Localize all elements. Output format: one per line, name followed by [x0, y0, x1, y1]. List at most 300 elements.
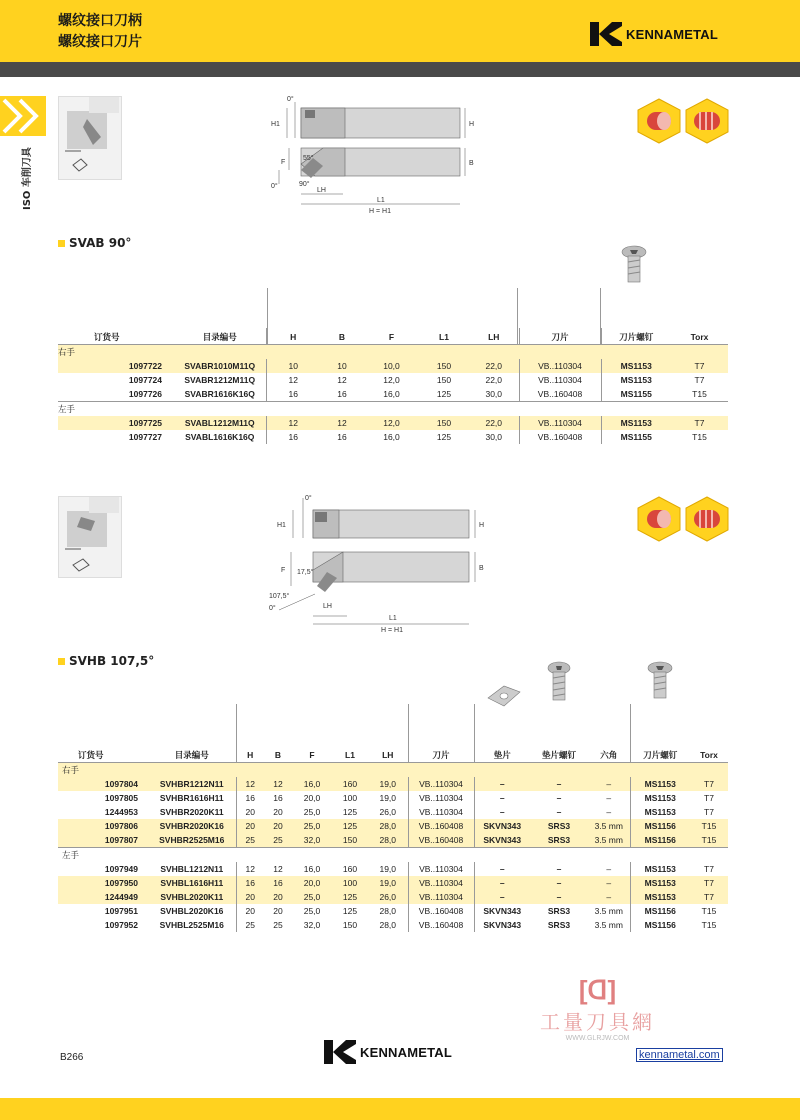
- catalog-no: SVHBR2020K16: [148, 819, 236, 833]
- cell-insert-screw: MS1156: [630, 904, 690, 918]
- drawing1-b-label: B: [469, 160, 474, 167]
- cell-insert-screw: MS1153: [601, 416, 671, 430]
- cell-lh: 28,0: [379, 920, 397, 930]
- cell-h: 25: [236, 918, 264, 932]
- cell-insert: VB..160408: [408, 918, 474, 932]
- row-indent: [58, 805, 78, 819]
- cell-l1: 125: [342, 906, 358, 916]
- drawing2-h-label: H: [479, 522, 485, 529]
- cell-l1: 150: [436, 375, 452, 385]
- cell-torx: T7: [671, 416, 728, 430]
- drawing1-lh-label: LH: [317, 187, 326, 194]
- cell-torx: T7: [690, 876, 728, 890]
- cell-insert-screw: MS1156: [630, 918, 690, 932]
- material-steel-icon: [636, 98, 682, 144]
- svhb-left-rows: [58, 862, 728, 932]
- table-row: [58, 791, 728, 805]
- order-no: 1097805: [104, 793, 138, 803]
- cell-shim: –: [474, 862, 530, 876]
- cell-hex: –: [606, 793, 612, 803]
- kennametal-k-icon: [324, 1040, 356, 1064]
- row-indent: [58, 918, 78, 932]
- kennametal-k-icon: [590, 22, 622, 46]
- cell-shim: –: [474, 791, 530, 805]
- cell-shim-screw: SRS3: [547, 920, 571, 930]
- cell-b: 12: [264, 777, 292, 791]
- cell-hex: –: [606, 864, 612, 874]
- cell-hex: 3.5 mm: [588, 819, 630, 833]
- cell-hex: 3.5 mm: [594, 920, 623, 930]
- catalog-no: SVHBL2525M16: [159, 920, 224, 930]
- drawing2-angle-0: 0°: [269, 605, 276, 612]
- drawing2-h1-label: H1: [277, 522, 286, 529]
- cell-l1: 100: [342, 793, 358, 803]
- cell-insert-screw: MS1156: [630, 833, 690, 848]
- col-torx: Torx: [690, 332, 709, 342]
- cell-lh: 19,0: [368, 777, 408, 791]
- cell-torx: T7: [704, 793, 714, 803]
- header-subtitle: 螺纹接口刀片: [58, 34, 142, 50]
- drawing1-f-label: F: [281, 159, 286, 166]
- order-no: 1097726: [128, 389, 162, 399]
- cell-b: 12: [320, 416, 364, 430]
- cell-insert: VB..160408: [519, 430, 601, 444]
- drawing1-h-eq-label: H = H1: [369, 208, 391, 215]
- cell-h: 16: [236, 791, 264, 805]
- table-row: [58, 876, 728, 890]
- row-indent: [58, 890, 78, 904]
- col-b: B: [274, 750, 282, 760]
- col-insert-screw: 刀片螺钉: [630, 746, 690, 763]
- cell-insert: VB..160408: [408, 833, 474, 848]
- cell-lh: 22,0: [469, 416, 519, 430]
- cell-torx: T7: [671, 359, 728, 373]
- svhb-application-thumbnail: [58, 496, 122, 578]
- cell-insert-screw: MS1153: [630, 876, 690, 890]
- header-dark-bar: [0, 62, 800, 77]
- cell-f: 12,0: [383, 375, 400, 385]
- insert-screw-icon: [646, 660, 674, 700]
- cell-h: 20: [236, 890, 264, 904]
- cell-torx: T15: [692, 432, 707, 442]
- svhb-dimension-drawing: [265, 490, 495, 635]
- svab-application-thumbnail: [58, 96, 122, 180]
- cell-shim: SKVN343: [474, 819, 530, 833]
- cell-shim: SKVN343: [474, 833, 530, 848]
- cell-h: 12: [266, 416, 320, 430]
- cell-torx: T15: [692, 389, 707, 399]
- cell-insert-screw: MS1153: [630, 777, 690, 791]
- cell-h: 12: [266, 373, 320, 387]
- cell-shim-screw: –: [556, 793, 562, 803]
- page-number: B266: [60, 1052, 84, 1063]
- drawing2-angle-1075: 107,5°: [269, 593, 290, 600]
- cell-b: 12: [337, 375, 347, 385]
- cell-hex: –: [588, 777, 630, 791]
- cell-insert-screw: MS1153: [630, 890, 690, 904]
- cell-torx: T7: [704, 864, 714, 874]
- cell-f: 16,0: [383, 389, 400, 399]
- cell-insert-screw: MS1153: [630, 862, 690, 876]
- cell-insert-screw: MS1155: [601, 387, 671, 402]
- table-row: [58, 373, 728, 387]
- cell-torx: T15: [701, 920, 717, 930]
- drawing2-angle-top: 0°: [305, 495, 312, 502]
- order-no: 1097807: [78, 833, 148, 848]
- cell-torx: T7: [690, 777, 728, 791]
- cell-insert: VB..110304: [519, 359, 601, 373]
- footer-logo: [324, 1040, 452, 1064]
- col-insert: 刀片: [519, 328, 601, 345]
- cell-h: 16: [236, 876, 264, 890]
- table-row: [58, 359, 728, 373]
- cell-insert: VB..160408: [408, 904, 474, 918]
- group-right-label: 右手: [58, 345, 728, 360]
- cell-h: 12: [236, 862, 264, 876]
- drawing1-angle-0: 0°: [271, 183, 278, 190]
- col-hex: 六角: [600, 750, 618, 760]
- cell-b: 20: [264, 890, 292, 904]
- cell-hex: –: [606, 807, 612, 817]
- catalog-no: SVHBL2020K16: [160, 906, 224, 916]
- svhb-header-row: [58, 746, 728, 763]
- cell-b: 16: [337, 389, 347, 399]
- header-title: 螺纹接口刀柄: [58, 13, 142, 29]
- table-row: [58, 416, 728, 430]
- cell-b: 16: [273, 793, 283, 803]
- col-order-no: 订货号: [78, 750, 104, 760]
- row-indent: [58, 819, 78, 833]
- cell-insert: VB..110304: [519, 373, 601, 387]
- col-torx: Torx: [700, 750, 718, 760]
- drawing2-lh-label: LH: [323, 603, 332, 610]
- cell-shim: –: [474, 890, 530, 904]
- cell-f: 25,0: [292, 819, 332, 833]
- order-no: 1097727: [128, 432, 162, 442]
- svab-title-text: SVAB 90°: [69, 236, 132, 250]
- cell-lh: 22,0: [485, 375, 503, 385]
- svhb-section-title: [58, 654, 154, 668]
- order-no: 1097722: [94, 359, 174, 373]
- cell-b: 10: [320, 359, 364, 373]
- table-row: [58, 890, 728, 904]
- col-catalog-no: 目录编号: [174, 750, 209, 760]
- cell-hex: 3.5 mm: [594, 906, 623, 916]
- svhb-group-row: [58, 848, 728, 863]
- cell-shim-screw: –: [530, 876, 588, 890]
- cell-shim-screw: –: [556, 864, 562, 874]
- cell-insert-screw: MS1155: [601, 430, 671, 444]
- drawing2-h-eq-label: H = H1: [381, 627, 403, 634]
- cell-f: 16,0: [383, 432, 400, 442]
- cell-insert: VB..110304: [408, 876, 474, 890]
- col-f: F: [388, 332, 395, 342]
- header-brand: KENNAMETAL: [626, 26, 719, 42]
- order-no: 1097806: [78, 819, 148, 833]
- cell-f: 25,0: [303, 906, 321, 916]
- cell-h: 12: [236, 777, 264, 791]
- section-marker-icon: [58, 240, 65, 247]
- catalog-no: SVHBL1212N11: [160, 864, 224, 874]
- section-marker-icon: [58, 658, 65, 665]
- cell-l1: 150: [332, 833, 368, 848]
- drawing1-h1-label: H1: [271, 121, 280, 128]
- drawing1-l1-label: L1: [377, 197, 385, 204]
- cell-f: 12,0: [364, 416, 419, 430]
- cell-h: 25: [236, 833, 264, 848]
- svab-dimension-drawing: [265, 92, 480, 217]
- catalog-no: SVHBR1616H11: [159, 793, 224, 803]
- svab-group-row: [58, 345, 728, 360]
- cell-shim: –: [474, 777, 530, 791]
- order-no: 1097949: [104, 864, 138, 874]
- table-row: [58, 777, 728, 791]
- cell-b: 25: [273, 920, 283, 930]
- cell-l1: 150: [342, 920, 358, 930]
- cell-hex: –: [588, 890, 630, 904]
- cell-lh: 30,0: [485, 432, 503, 442]
- col-h: H: [266, 328, 320, 345]
- cell-l1: 150: [419, 359, 469, 373]
- shim-screw-icon: [546, 660, 572, 702]
- cell-insert: VB..110304: [408, 805, 474, 819]
- shim-icon: [484, 682, 524, 710]
- cell-b: 12: [273, 864, 283, 874]
- cell-insert: VB..110304: [408, 777, 474, 791]
- drawing2-l1-label: L1: [389, 615, 397, 622]
- table-row: [58, 387, 728, 402]
- cell-f: 32,0: [303, 920, 321, 930]
- cell-shim-screw: –: [530, 890, 588, 904]
- cell-insert-screw: MS1153: [601, 373, 671, 387]
- group-left-label: 左手: [58, 404, 76, 414]
- material-thread-icon: [684, 98, 730, 144]
- order-no: 1097952: [104, 920, 138, 930]
- row-indent: [58, 791, 78, 805]
- table-row: [58, 918, 728, 932]
- cell-f: 10,0: [364, 359, 419, 373]
- cell-l1: 150: [419, 416, 469, 430]
- catalog-no: SVABL1212M11Q: [174, 416, 266, 430]
- col-insert: 刀片: [408, 746, 474, 763]
- cell-f: 20,0: [292, 876, 332, 890]
- col-shim-screw: 垫片螺钉: [541, 750, 576, 760]
- row-indent: [58, 904, 78, 918]
- cell-l1: 125: [332, 890, 368, 904]
- cell-l1: 125: [342, 807, 358, 817]
- col-h: H: [236, 746, 264, 763]
- col-f: F: [309, 750, 315, 760]
- drawing2-angle-175: 17,5°: [297, 569, 314, 576]
- cell-insert: VB..110304: [519, 416, 601, 430]
- cell-shim-screw: SRS3: [547, 906, 571, 916]
- cell-f: 25,0: [303, 807, 321, 817]
- watermark-logo-icon: [ᗡ]: [578, 975, 617, 1005]
- cell-b: 20: [264, 819, 292, 833]
- watermark: [540, 975, 655, 1042]
- svab-group-row: [58, 402, 728, 417]
- cell-f: 16,0: [292, 777, 332, 791]
- svhb-spec-table: [58, 746, 728, 932]
- cell-l1: 125: [436, 432, 452, 442]
- table-row: [58, 833, 728, 848]
- cell-f: 16,0: [303, 864, 321, 874]
- col-lh: LH: [382, 750, 394, 760]
- catalog-no: SVABL1616K16Q: [185, 432, 255, 442]
- cell-insert-screw: MS1153: [601, 359, 671, 373]
- table-row: [58, 805, 728, 819]
- cell-l1: 100: [332, 876, 368, 890]
- material-thread-icon: [684, 496, 730, 542]
- cell-lh: 30,0: [485, 389, 503, 399]
- material-steel-icon: [636, 496, 682, 542]
- cell-torx: T15: [690, 833, 728, 848]
- cell-h: 20: [236, 805, 264, 819]
- side-section-label: ISO 车削刀具: [22, 147, 33, 210]
- cell-shim: SKVN343: [474, 904, 530, 918]
- cell-l1: 125: [436, 389, 452, 399]
- svhb-group-row: [58, 763, 728, 778]
- cell-h: 10: [266, 359, 320, 373]
- cell-torx: T7: [690, 890, 728, 904]
- drawing2-f-label: F: [281, 567, 286, 574]
- col-l1: L1: [345, 750, 355, 760]
- order-no: 1097950: [78, 876, 148, 890]
- cell-insert-screw: MS1153: [630, 791, 690, 805]
- cell-h: 16: [266, 430, 320, 444]
- cell-lh: 26,0: [379, 807, 397, 817]
- cell-b: 16: [337, 432, 347, 442]
- cell-lh: 19,0: [379, 793, 397, 803]
- catalog-no: SVHBR2020K11: [159, 807, 224, 817]
- table-row: [58, 819, 728, 833]
- cell-shim-screw: SRS3: [530, 833, 588, 848]
- drawing1-angle-90: 90°: [299, 181, 310, 188]
- col-insert-screw: 刀片螺钉: [601, 328, 671, 345]
- row-indent: [58, 833, 78, 848]
- group-right-label: 右手: [58, 763, 728, 778]
- cell-insert-screw: MS1156: [630, 819, 690, 833]
- cell-shim: –: [474, 876, 530, 890]
- table-row: [58, 904, 728, 918]
- catalog-no: SVABR1616K16Q: [184, 389, 255, 399]
- svhb-title-text: SVHB 107,5°: [69, 654, 155, 668]
- catalog-no: SVABR1212M11Q: [184, 375, 256, 385]
- table-row: [58, 430, 728, 444]
- website-link[interactable]: kennametal.com: [636, 1048, 723, 1062]
- group-left-label: 左手: [62, 850, 80, 860]
- cell-torx: T7: [704, 807, 714, 817]
- col-b: B: [338, 332, 346, 342]
- cell-f: 20,0: [303, 793, 321, 803]
- drawing2-b-label: B: [479, 565, 484, 572]
- cell-lh: 28,0: [368, 819, 408, 833]
- cell-b: 20: [273, 906, 283, 916]
- drawing1-angle-55: 55°: [303, 155, 314, 162]
- cell-shim-screw: –: [556, 807, 562, 817]
- catalog-no: SVHBR2525M16: [148, 833, 236, 848]
- cell-b: 25: [264, 833, 292, 848]
- double-chevron-icon: [0, 96, 46, 136]
- table-row: [58, 862, 728, 876]
- row-indent: [58, 777, 78, 791]
- cell-insert: VB..160408: [519, 387, 601, 402]
- col-catalog-no: 目录编号: [202, 332, 237, 342]
- row-indent: [58, 862, 78, 876]
- cell-insert: VB..110304: [408, 862, 474, 876]
- cell-shim-screw: –: [530, 777, 588, 791]
- cell-b: 20: [273, 807, 283, 817]
- cell-insert-screw: MS1153: [630, 805, 690, 819]
- col-lh: LH: [488, 332, 500, 342]
- cell-l1: 160: [332, 777, 368, 791]
- cell-h: 16: [266, 387, 320, 402]
- cell-lh: 28,0: [379, 906, 397, 916]
- cell-lh: 22,0: [469, 359, 519, 373]
- catalog-no: SVHBR1212N11: [148, 777, 236, 791]
- order-no: 1097951: [104, 906, 138, 916]
- cell-lh: 28,0: [368, 833, 408, 848]
- drawing1-h-label: H: [469, 121, 475, 128]
- order-no: 1244953: [104, 807, 138, 817]
- cell-b: 16: [264, 876, 292, 890]
- order-no: 1097804: [78, 777, 148, 791]
- cell-shim-screw: SRS3: [530, 819, 588, 833]
- col-order-no: 订货号: [94, 332, 120, 342]
- cell-lh: 19,0: [368, 876, 408, 890]
- header-logo: [590, 22, 718, 46]
- svhb-right-rows: [58, 777, 728, 848]
- watermark-cn: 工量刀具網: [540, 1010, 655, 1034]
- cell-insert: VB..160408: [408, 819, 474, 833]
- catalog-no: SVABR1010M11Q: [174, 359, 266, 373]
- footer-bar: [0, 1098, 800, 1120]
- svab-header-row: [58, 328, 728, 345]
- order-no: 1097725: [94, 416, 174, 430]
- cell-lh: 26,0: [368, 890, 408, 904]
- cell-insert: VB..110304: [408, 890, 474, 904]
- drawing1-angle-top: 0°: [287, 96, 294, 103]
- svab-section-title: [58, 236, 131, 250]
- catalog-no: SVHBL1616H11: [148, 876, 236, 890]
- cell-hex: 3.5 mm: [588, 833, 630, 848]
- order-no: 1244949: [78, 890, 148, 904]
- cell-shim: –: [474, 805, 530, 819]
- cell-shim: SKVN343: [474, 918, 530, 932]
- cell-lh: 19,0: [379, 864, 397, 874]
- cell-h: 20: [236, 819, 264, 833]
- cell-torx: T7: [694, 375, 705, 385]
- cell-f: 32,0: [292, 833, 332, 848]
- cell-h: 20: [236, 904, 264, 918]
- cell-torx: T15: [701, 906, 717, 916]
- cell-insert: VB..110304: [408, 791, 474, 805]
- cell-torx: T15: [690, 819, 728, 833]
- catalog-no: SVHBL2020K11: [148, 890, 236, 904]
- col-shim: 垫片: [474, 746, 530, 763]
- cell-hex: –: [588, 876, 630, 890]
- watermark-url: WWW.GLRJW.COM: [565, 1035, 630, 1042]
- side-tab: [0, 96, 46, 136]
- cell-l1: 160: [342, 864, 358, 874]
- row-indent: [58, 876, 78, 890]
- cell-l1: 125: [332, 819, 368, 833]
- col-l1: L1: [439, 332, 449, 342]
- svab-spec-table: [58, 328, 728, 444]
- cell-f: 25,0: [292, 890, 332, 904]
- insert-screw-icon: [620, 244, 648, 284]
- order-no: 1097724: [128, 375, 162, 385]
